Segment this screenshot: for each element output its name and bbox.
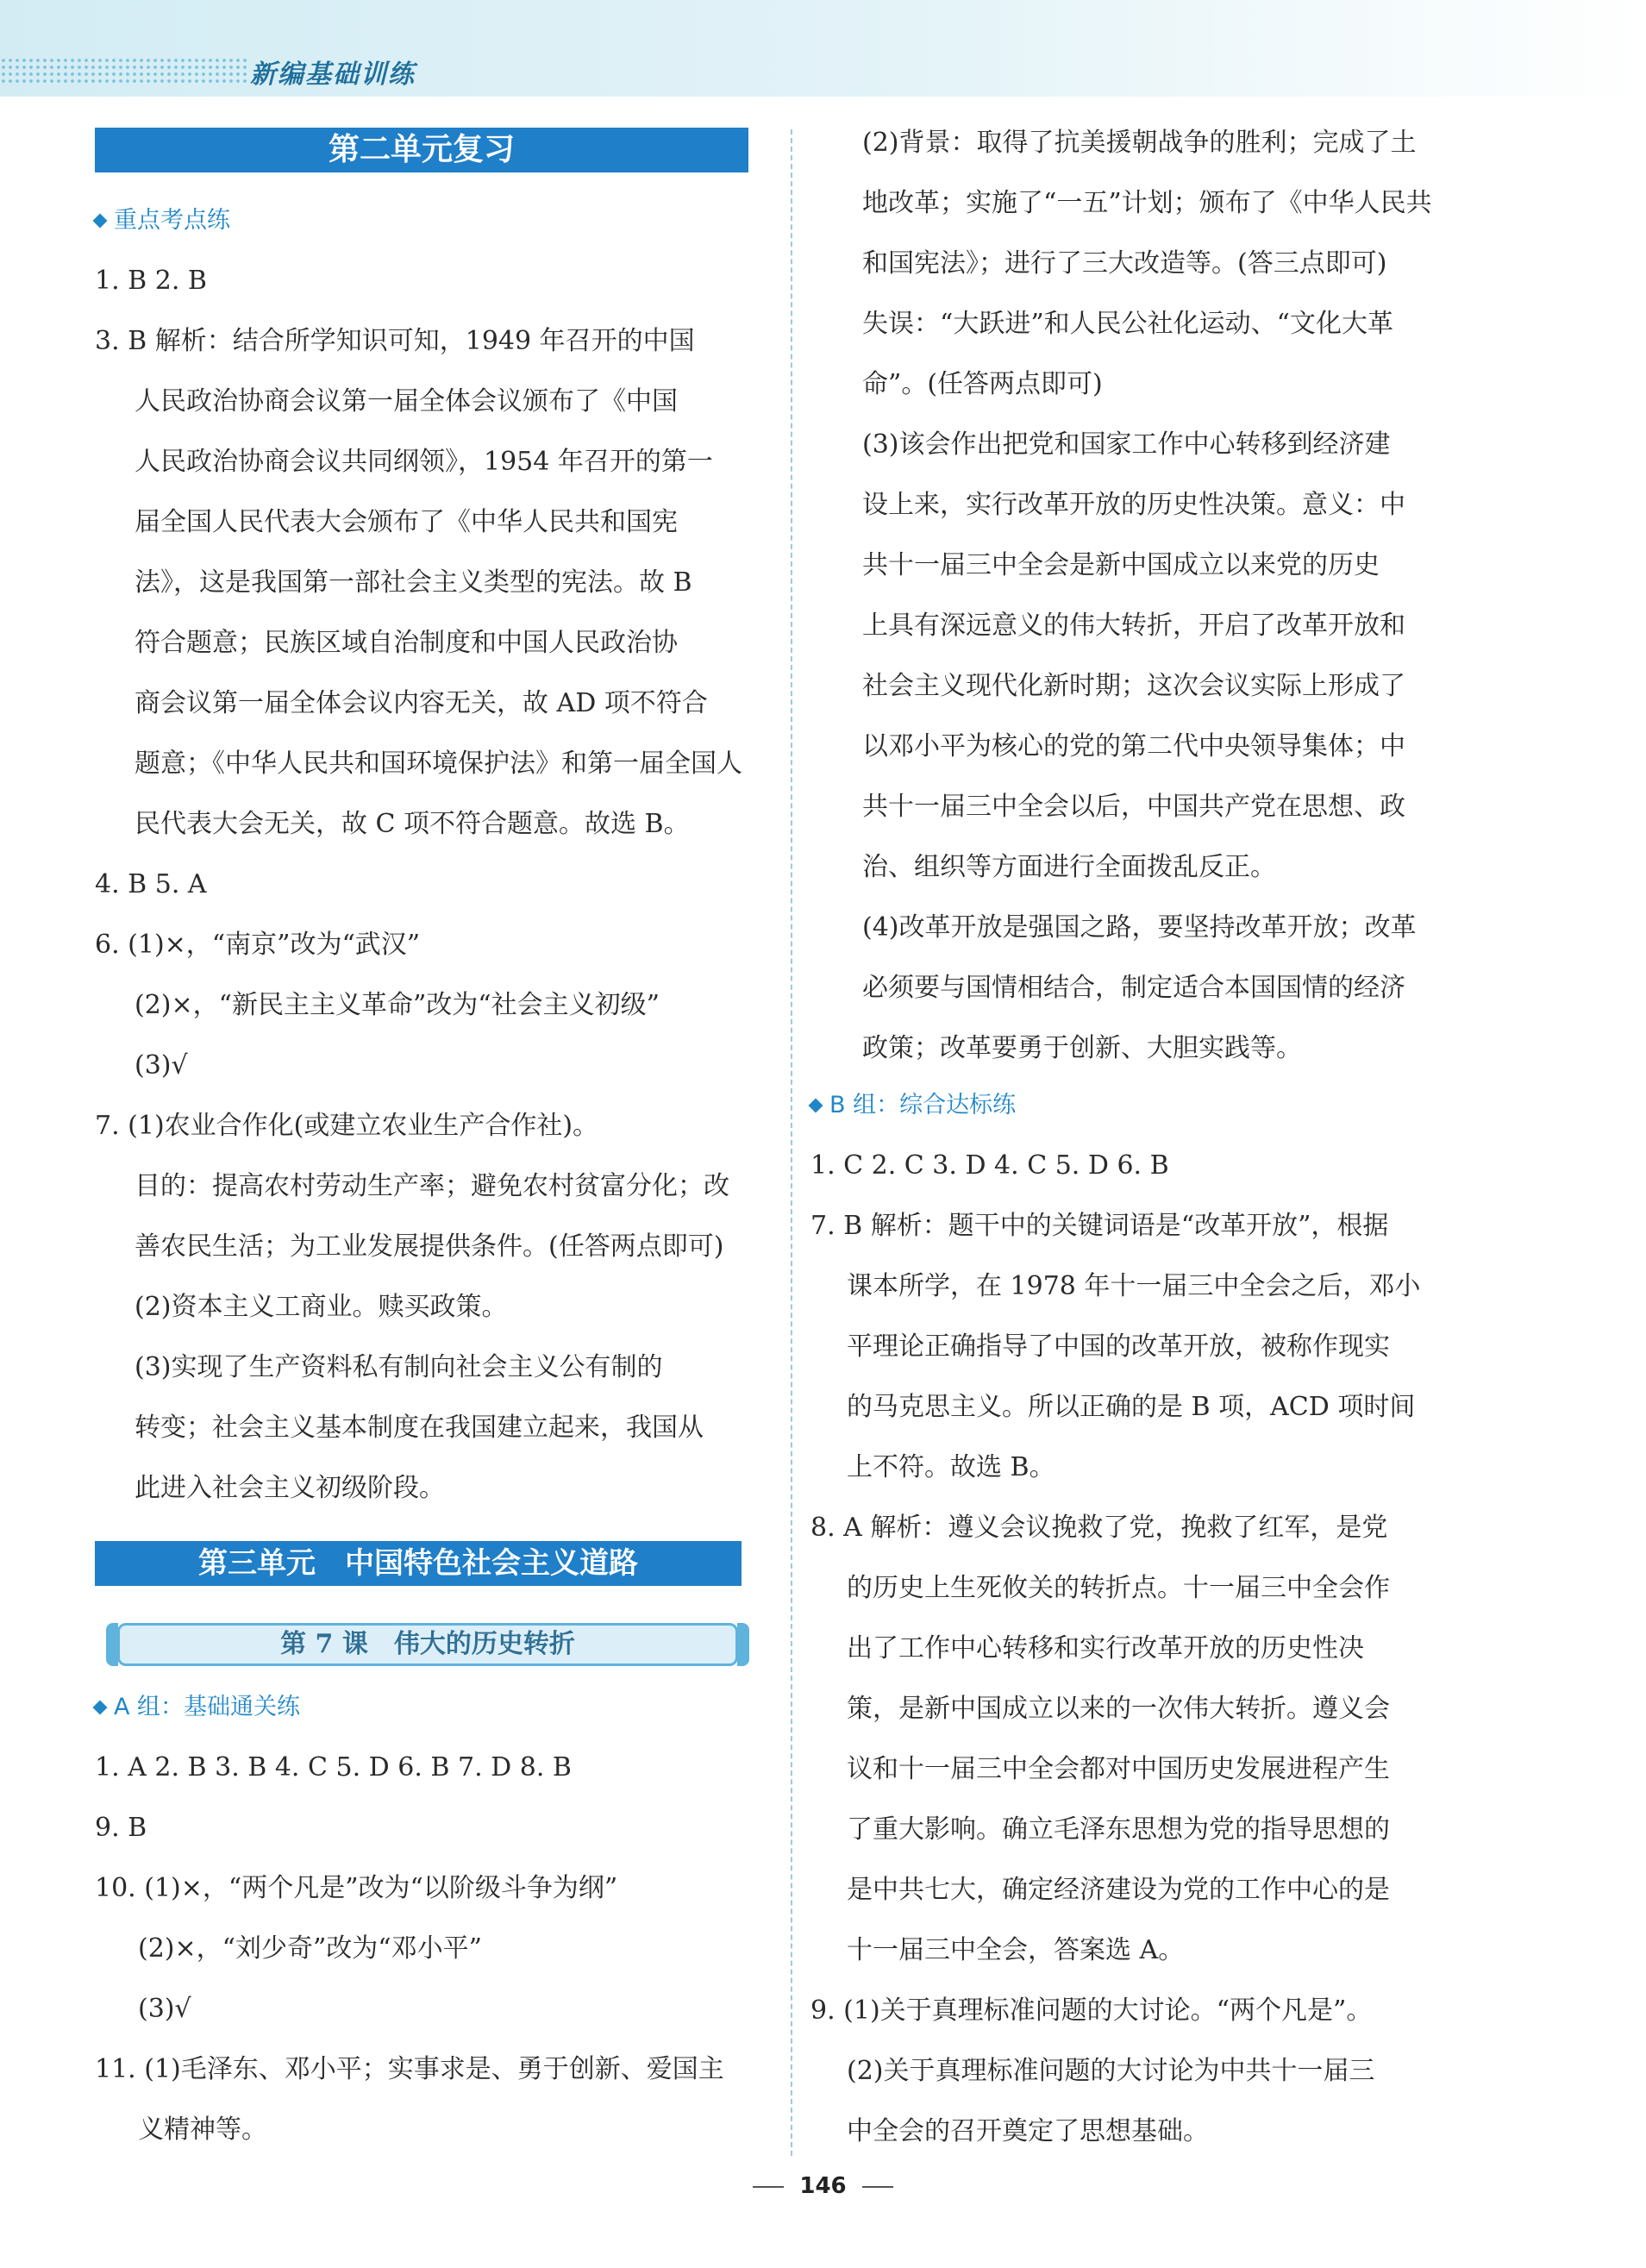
answer-line: 商会议第一届全体会议内容无关，故 AD 项不符合: [135, 688, 708, 718]
answer-line: (3)√: [135, 1050, 188, 1081]
answer-line: 地改革；实施了“一五”计划；颁布了《中华人民共: [862, 188, 1432, 218]
answer-line: (2)背景：取得了抗美援朝战争的胜利；完成了土: [862, 128, 1417, 158]
answer-line: 的马克思主义。所以正确的是 B 项，ACD 项时间: [847, 1392, 1416, 1422]
answer-line: 1. B 2. B: [95, 266, 207, 296]
answer-line: 十一届三中全会，答案选 A。: [847, 1935, 1185, 1965]
answer-line: (4)改革开放是强国之路，要坚持改革开放；改革: [862, 912, 1417, 943]
answer-line: 6. (1)×，“南京”改为“武汉”: [95, 930, 421, 960]
diamond-icon: [93, 214, 108, 229]
series-title: 新编基础训练: [250, 60, 416, 90]
section-key-points: 重点考点练: [95, 204, 230, 238]
answer-line: 出了工作中心转移和实行改革开放的历史性决: [847, 1633, 1364, 1663]
answer-line: 以邓小平为核心的党的第二代中央领导集体；中: [862, 731, 1405, 761]
answer-line: 和国宪法》；进行了三大改造等。(答三点即可): [862, 248, 1387, 279]
answer-line: 策，是新中国成立以来的一次伟大转折。遵义会: [847, 1694, 1390, 1724]
answer-line: (3)实现了生产资料私有制向社会主义公有制的: [135, 1352, 663, 1382]
answer-line: 的历史上生死攸关的转折点。十一届三中全会作: [847, 1573, 1390, 1603]
answer-line: 9. (1)关于真理标准问题的大讨论。“两个凡是”。: [810, 1995, 1373, 2026]
answer-line: 4. B 5. A: [95, 869, 207, 899]
answer-line: 7. B 解析：题干中的关键词语是“改革开放”，根据: [810, 1211, 1389, 1241]
column-divider: [791, 129, 792, 2156]
answer-line: 是中共七大，确定经济建设为党的工作中心的是: [847, 1875, 1390, 1905]
answer-line: 失误：“大跃进”和人民公社化运动、“文化大革: [862, 309, 1394, 339]
answer-line: (3)√: [138, 1994, 191, 2024]
answer-line: 8. A 解析：遵义会议挽救了党，挽救了红军，是党: [810, 1513, 1388, 1543]
answer-line: (2)×，“刘少奇”改为“邓小平”: [138, 1933, 482, 1964]
diamond-icon: [93, 1701, 108, 1715]
answer-line: 9. B: [95, 1813, 147, 1843]
answer-line: 议和十一届三中全会都对中国历史发展进程产生: [847, 1754, 1390, 1784]
answer-line: 课本所学，在 1978 年十一届三中全会之后，邓小: [847, 1271, 1421, 1301]
section-group-b: B 组：综合达标练: [810, 1088, 1016, 1123]
answer-line: 善农民生活；为工业发展提供条件。(任答两点即可): [135, 1231, 724, 1262]
answer-line: 民代表大会无关，故 C 项不符合题意。故选 B。: [135, 809, 690, 839]
answer-line: (2)×，“新民主主义革命”改为“社会主义初级”: [135, 990, 660, 1020]
answer-line: 政策；改革要勇于创新、大胆实践等。: [862, 1033, 1302, 1063]
section-group-a: A 组：基础通关练: [95, 1690, 300, 1725]
answer-line: 法》，这是我国第一部社会主义类型的宪法。故 B: [135, 567, 692, 598]
answer-line: 11. (1)毛泽东、邓小平；实事求是、勇于创新、爱国主: [95, 2054, 724, 2084]
diamond-icon: [809, 1099, 823, 1113]
answer-line: 符合题意；民族区域自治制度和中国人民政治协: [135, 628, 678, 658]
answer-line: (2)资本主义工商业。赎买政策。: [135, 1292, 508, 1322]
answer-line: 1. C 2. C 3. D 4. C 5. D 6. B: [810, 1150, 1169, 1181]
answer-line: 命”。(任答两点即可): [862, 369, 1103, 399]
answer-line: 中全会的召开奠定了思想基础。: [847, 2116, 1209, 2146]
answer-line: 题意；《中华人民共和国环境保护法》和第一届全国人: [135, 749, 742, 779]
unit2-review-banner: 第二单元复习: [95, 128, 748, 172]
answer-line: 此进入社会主义初级阶段。: [135, 1473, 445, 1503]
answer-line: 社会主义现代化新时期；这次会议实际上形成了: [862, 671, 1405, 701]
page-number: 146: [0, 2173, 1646, 2199]
answer-line: 10. (1)×，“两个凡是”改为“以阶级斗争为纲”: [95, 1873, 618, 1903]
lesson-title-bar: 第 7 课 伟大的历史转折: [117, 1623, 738, 1666]
answer-line: 届全国人民代表大会颁布了《中华人民共和国宪: [135, 507, 678, 537]
answer-line: 目的：提高农村劳动生产率；避免农村贫富分化；改: [135, 1171, 729, 1201]
answer-line: 人民政治协商会议第一届全体会议颁布了《中国: [135, 386, 678, 417]
header-dot-pattern: [0, 57, 250, 86]
answer-line: 平理论正确指导了中国的改革开放，被称作现实: [847, 1331, 1390, 1362]
answer-line: 治、组织等方面进行全面拨乱反正。: [862, 852, 1276, 882]
answer-line: 人民政治协商会议共同纲领》，1954 年召开的第一: [135, 447, 713, 477]
unit3-banner: 第三单元 中国特色社会主义道路: [95, 1541, 742, 1586]
answer-line: 义精神等。: [138, 2115, 267, 2145]
answer-line: 1. A 2. B 3. B 4. C 5. D 6. B 7. D 8. B: [95, 1752, 572, 1782]
footer-dash: [862, 2186, 893, 2188]
answer-line: 7. (1)农业合作化(或建立农业生产合作社)。: [95, 1111, 599, 1141]
answer-line: 上具有深远意义的伟大转折，开启了改革开放和: [862, 611, 1405, 641]
footer-dash: [753, 2186, 784, 2188]
answer-line: (2)关于真理标准问题的大讨论为中共十一届三: [847, 2056, 1375, 2086]
answer-line: 了重大影响。确立毛泽东思想为党的指导思想的: [847, 1814, 1390, 1845]
answer-line: (3)该会作出把党和国家工作中心转移到经济建: [862, 429, 1391, 460]
answer-line: 转变；社会主义基本制度在我国建立起来，我国从: [135, 1413, 704, 1443]
answer-line: 必须要与国情相结合，制定适合本国国情的经济: [862, 973, 1405, 1003]
answer-line: 3. B 解析：结合所学知识可知，1949 年召开的中国: [95, 326, 695, 356]
answer-line: 共十一届三中全会以后，中国共产党在思想、政: [862, 792, 1405, 822]
answer-line: 共十一届三中全会是新中国成立以来党的历史: [862, 550, 1380, 580]
answer-line: 上不符。故选 B。: [847, 1452, 1055, 1482]
answer-line: 设上来，实行改革开放的历史性决策。意义：中: [862, 490, 1405, 520]
